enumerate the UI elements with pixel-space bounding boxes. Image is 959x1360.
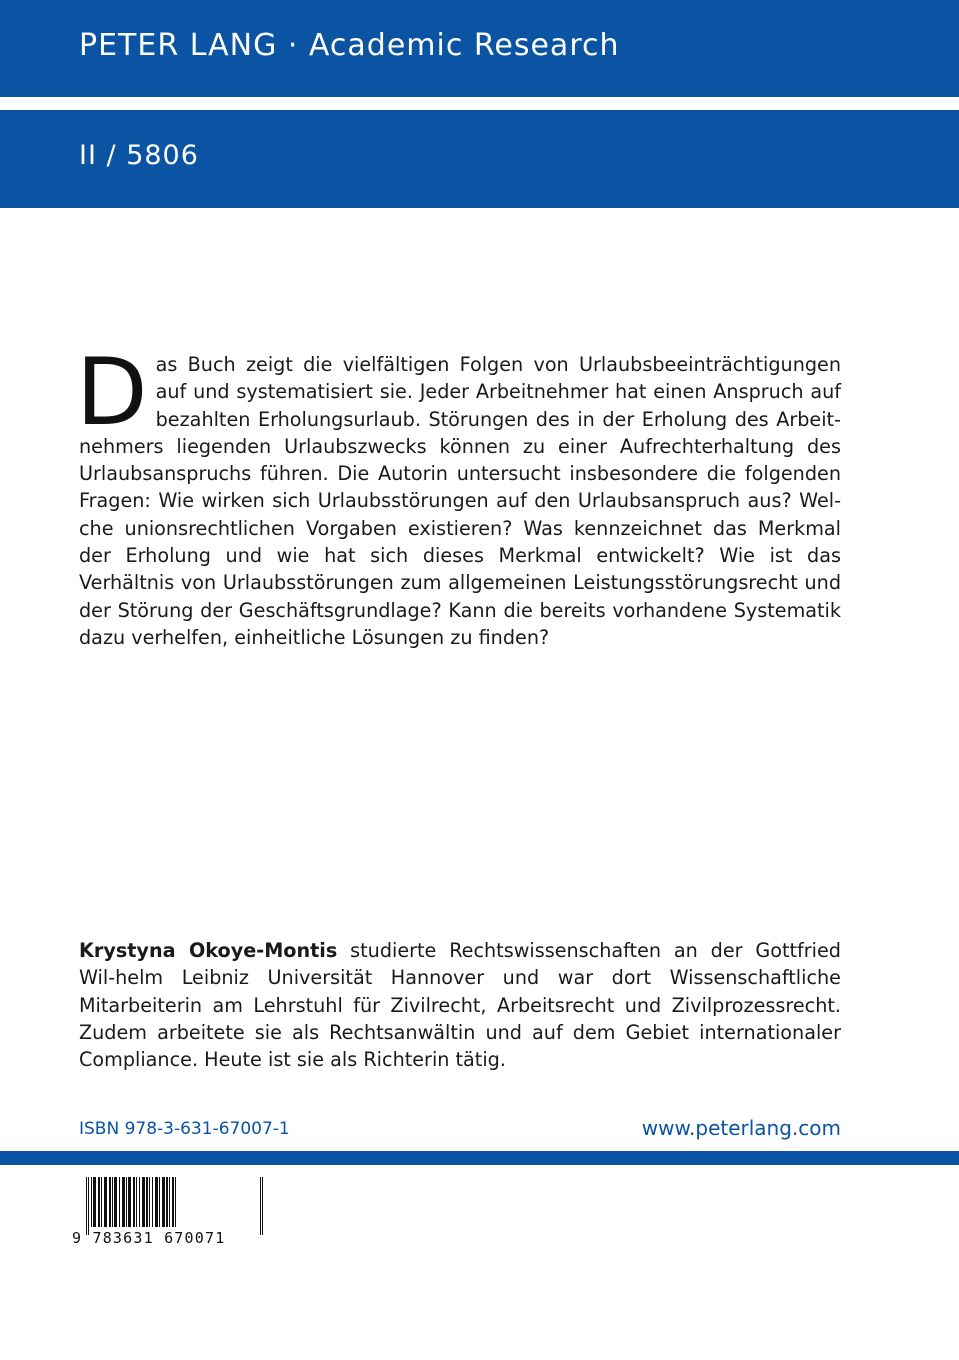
publisher-title: PETER LANG · Academic Research [79,28,620,63]
barcode-bar [133,1177,135,1227]
barcode-bar [98,1177,100,1227]
barcode-bar [149,1177,150,1227]
footer-rule [0,1151,959,1165]
blurb-line: Fragen: Wie wirken sich Urlaubsstörungen auf den Urlaubsanspruch aus? Wel- [79,489,841,513]
author-bio-line: helm Leibniz Universität Hannover und war dort Wissenschaftliche Mitarbeiterin [79,966,841,1017]
barcode-bar [91,1177,92,1227]
barcode-bar [101,1177,102,1227]
barcode-bar [166,1177,168,1227]
isbn-label: ISBN 978-3-631-67007-1 [79,1119,290,1139]
barcode-bar [162,1177,165,1227]
series-number: II / 5806 [79,140,199,171]
blurb-line: Urlaubsstörungen zum allgemeinen Leistungsstörungsrecht und der Störung der [79,571,841,622]
barcode-bar [136,1177,137,1227]
barcode-bar [155,1177,158,1227]
barcode-bar [169,1177,170,1227]
barcode-bar [146,1177,148,1227]
author-name: Krystyna Okoye-Montis [79,939,338,962]
blurb-line: bezahlten Erholungsurlaub. Störungen des in der Erholung des Arbeit- [155,407,841,431]
blurb-line: Erholung und wie hat sich dieses Merkmal entwickelt? Wie ist das Verhältnis von [79,544,841,595]
barcode-bar [139,1177,140,1227]
barcode-guard-bar [86,1177,87,1235]
blurb-line: Geschäftsgrundlage? Kann die bereits vorhandene Systematik dazu verhelfen, [79,598,841,649]
blurb-line: auf und systematisiert sie. Jeder Arbeitnehmer hat einen Anspruch auf [155,380,841,404]
barcode-bar [175,1177,176,1227]
author-bio-line: studierte Rechtswissenschaften an der Gottfried Wil- [79,939,841,990]
barcode-digits: 9 783631 670071 [72,1229,226,1247]
barcode-bar [112,1177,113,1227]
barcode-bar [128,1177,131,1227]
barcode-guard-bar [262,1177,263,1235]
barcode-guard-bar [88,1177,89,1235]
book-blurb [76,338,841,651]
author-bio-line: ist sie als Richterin tätig. [267,1048,506,1072]
isbn-barcode [72,1177,278,1247]
barcode-bar [93,1177,96,1227]
author-bio-line: am Lehrstuhl für Zivilrecht, Arbeitsrecht und Zivilprozessrecht. Zudem arbeitete [79,993,842,1044]
barcode-bar [119,1177,120,1227]
barcode-bar [172,1177,174,1227]
author-bio-line: sie als Rechtsanwältin und auf dem Gebiet internationaler Compliance. Heute [79,1020,841,1072]
barcode-bar [122,1177,125,1227]
barcode-bar [104,1177,107,1227]
blurb-line: as Buch zeigt die vielfältigen Folgen von Urlaubsbeeinträchtigungen [155,353,841,376]
drop-cap: D [76,338,148,446]
blurb-line: Urlaubsanspruchs führen. Die Autorin untersucht insbesondere die folgenden [79,462,841,486]
barcode-bar [126,1177,127,1227]
barcode-guard-bar [260,1177,261,1235]
barcode-bar [152,1177,153,1227]
author-bio [79,937,841,1073]
blurb-line: che unionsrechtlichen Vorgaben existieren? Was kennzeichnet das Merkmal der [79,516,841,568]
barcode-bar [159,1177,160,1227]
barcode-bars [86,1177,263,1235]
barcode-bar [142,1177,145,1227]
blurb-line: nehmers liegenden Urlaubszwecks können zu einer Aufrechterhaltung des [79,434,841,458]
barcode-bar [109,1177,111,1227]
blurb-line: einheitliche Lösungen zu finden? [234,625,550,649]
website-link[interactable]: www.peterlang.com [641,1116,841,1140]
barcode-bar [114,1177,117,1227]
